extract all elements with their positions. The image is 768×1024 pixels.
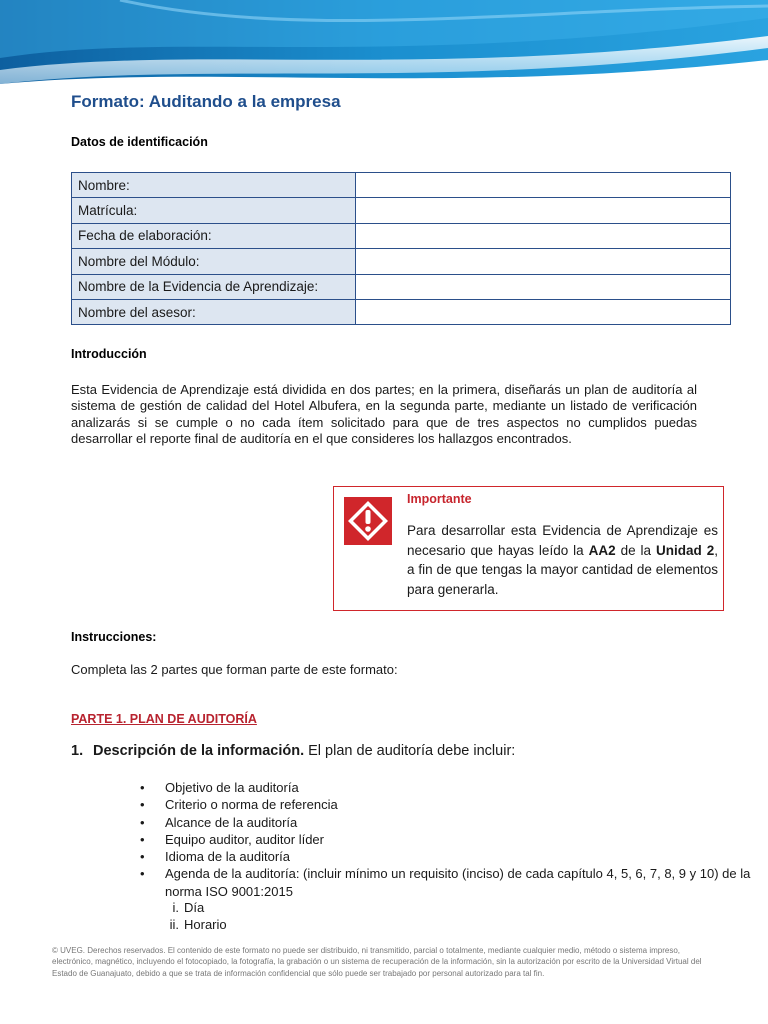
list-item (163, 916, 227, 933)
list-item-text: Agenda de la auditoría: (incluir mínimo un requisito (inciso) de cada capítulo 4, 5, 6, 7, 8, 9 y 10) de la norma ISO 9001:2015 (165, 866, 751, 899)
banner-graphic (0, 0, 768, 88)
identification-table (71, 172, 731, 325)
list-item-text: Criterio o norma de referencia (165, 797, 338, 813)
identification-value-field[interactable] (356, 173, 731, 198)
important-bold-unidad: Unidad 2 (656, 542, 715, 558)
important-text: Para desarrollar esta Evidencia de Aprendizaje es necesario que hayas leído la AA2 de la Unidad 2, a fin de que tengas la mayor cantidad de elementos para generarla. (407, 523, 718, 597)
bullet-dot-icon: • (140, 780, 145, 795)
identification-row (72, 198, 731, 223)
warning-diamond-icon (344, 497, 392, 545)
bullet-dot-icon: • (140, 831, 145, 847)
identification-row (72, 223, 731, 248)
plan-requirements-list (140, 779, 768, 900)
identification-value-field[interactable] (356, 249, 731, 274)
copyright-footer: © UVEG. Derechos reservados. El contenido de este formato no puede ser distribuido, ni transmitido, parcial o totalmente, mediante cualquier medio, método o sistema impreso, electrónico, magnético, incluyendo el fotocopiado, la fotografía, la grabación o un sistema de recuperación de la información, sin la autorización por escrito de la Universidad Virtual del Estado de Guanajuato, debido a que se trata de información confidencial que sólo puede ser trabajado por personal autorizado para tal fin. (52, 946, 702, 978)
list-item-text: Objetivo de la auditoría (165, 780, 299, 795)
subitem-number: i. (172, 900, 179, 915)
document-title: Formato: Auditando a la empresa (71, 92, 341, 111)
important-bold-aa2: AA2 (588, 542, 616, 558)
identification-value-field[interactable] (356, 223, 731, 248)
identification-label: Matrícula: (72, 198, 356, 223)
identification-row (72, 173, 731, 198)
item-lead: Descripción de la información. (93, 743, 305, 759)
intro-text: Esta Evidencia de Aprendizaje está dividida en dos partes; en la primera, diseñarás un plan de auditoría al sistema de gestión de calidad del Hotel Albufera, en la segunda parte, mediante un listado de verificación analizarás si se cumple o no cada ítem solicitado para que de tres aspectos no cumplidos puedas desarrollar el reporte final de auditoría en el que consideres los hallazgos encontrados. (71, 382, 697, 446)
identification-label: Nombre del asesor: (72, 299, 356, 324)
list-item (140, 814, 768, 831)
identification-label: Nombre de la Evidencia de Aprendizaje: (72, 274, 356, 299)
identification-row (72, 249, 731, 274)
identification-label: Nombre del Módulo: (72, 249, 356, 274)
bullet-dot-icon: • (140, 797, 145, 813)
header-banner (0, 0, 768, 88)
item-text: El plan de auditoría debe incluir: (304, 743, 516, 759)
identification-label: Fecha de elaboración: (72, 223, 356, 248)
list-item (140, 796, 768, 813)
bullet-dot-icon: • (140, 814, 145, 830)
important-title: Importante (407, 492, 472, 506)
part1-title: PARTE 1. PLAN DE AUDITORÍA (71, 712, 257, 726)
instructions-text: Completa las 2 partes que forman parte de este formato: (71, 662, 398, 677)
identification-value-field[interactable] (356, 274, 731, 299)
list-item (163, 899, 227, 916)
bullet-dot-icon: • (140, 849, 145, 865)
subitem-number: ii. (169, 917, 179, 932)
subitem-text: Día (184, 900, 205, 915)
list-item-text: Idioma de la auditoría (165, 849, 291, 865)
identification-row (72, 274, 731, 299)
instructions-heading: Instrucciones: (71, 630, 157, 644)
identification-value-field[interactable] (356, 299, 731, 324)
list-item-text: Equipo auditor, auditor líder (165, 831, 324, 847)
item-number: 1. (71, 743, 84, 759)
identification-heading: Datos de identificación (71, 135, 208, 149)
list-item-text: Alcance de la auditoría (165, 814, 298, 830)
agenda-subitems-list (163, 899, 227, 933)
identification-label: Nombre: (72, 173, 356, 198)
important-note (333, 486, 724, 611)
list-item (140, 779, 768, 796)
bullet-dot-icon: • (140, 866, 145, 882)
list-item (140, 865, 768, 900)
part1-item-1 (71, 743, 515, 759)
intro-heading: Introducción (71, 347, 147, 361)
list-item (140, 848, 768, 865)
identification-value-field[interactable] (356, 198, 731, 223)
list-item (140, 831, 768, 848)
subitem-text: Horario (184, 917, 227, 932)
identification-row (72, 299, 731, 324)
